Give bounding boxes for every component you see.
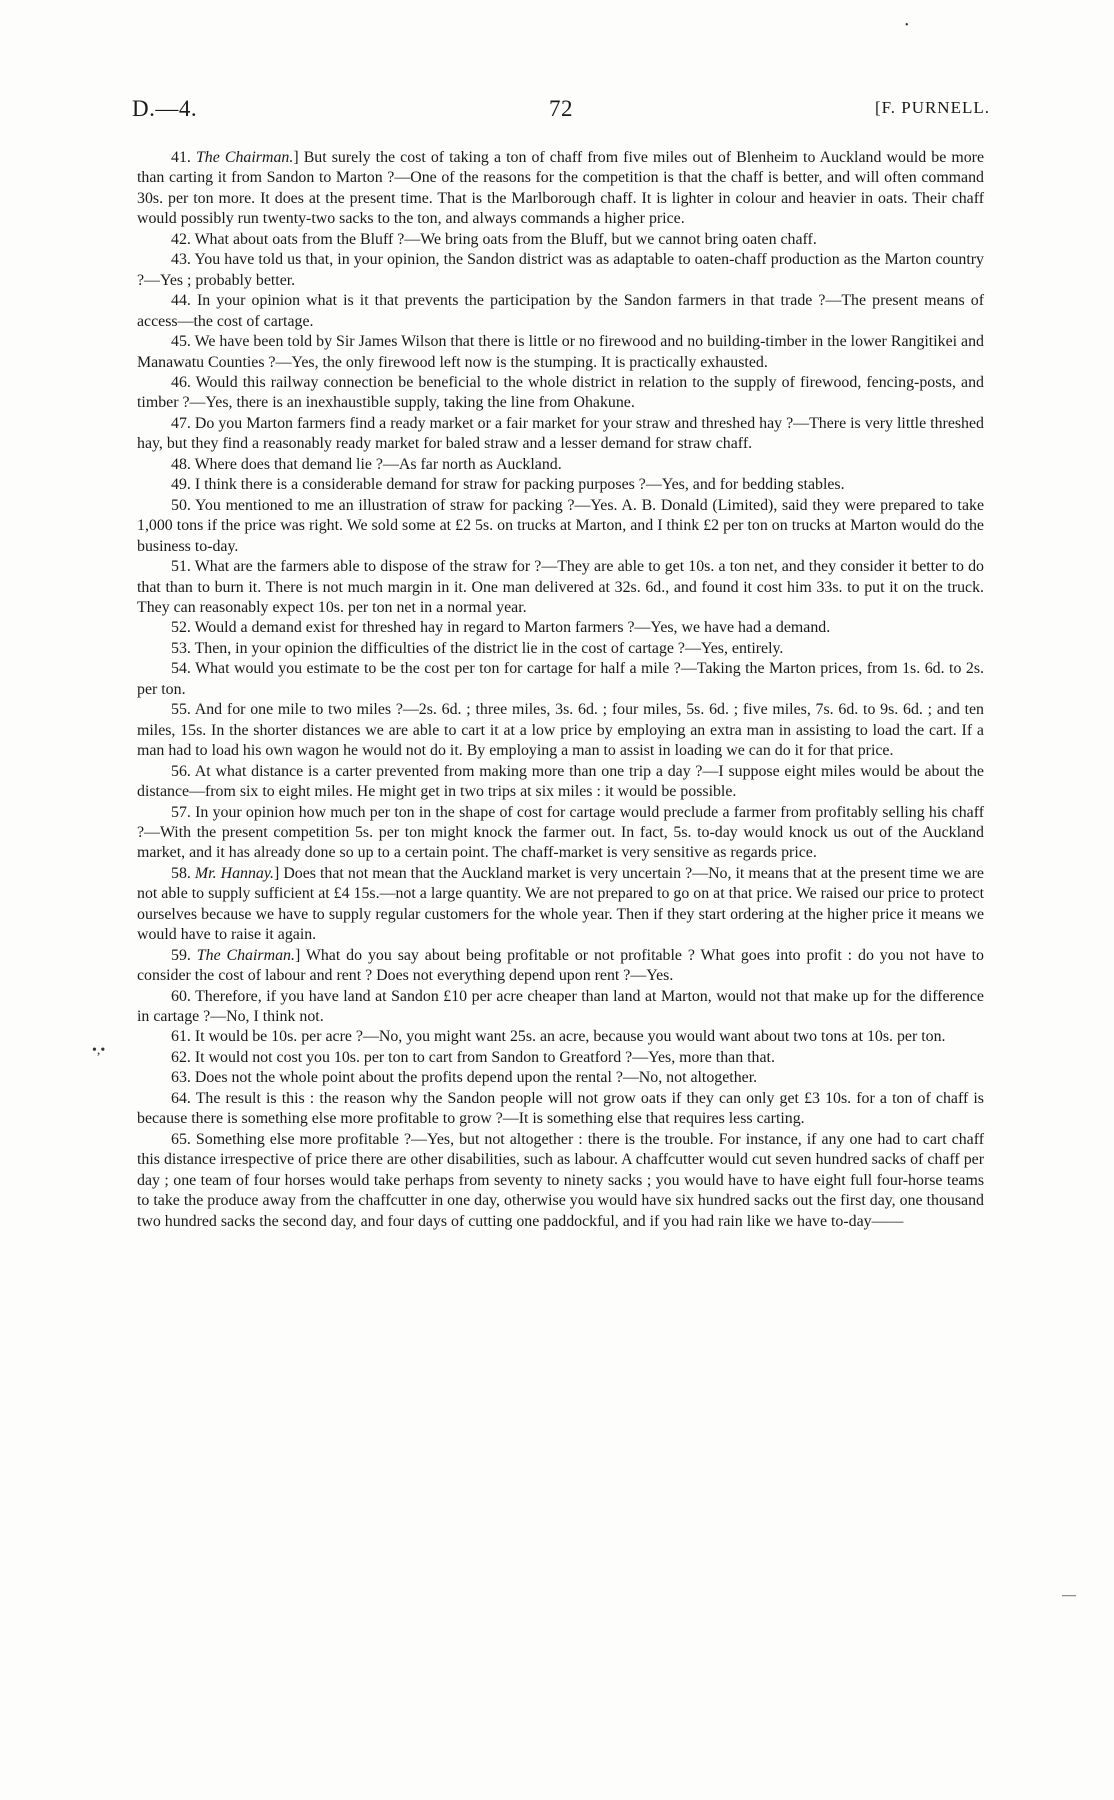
- question-number: 59.: [171, 946, 191, 964]
- question-paragraph: [137, 414, 984, 455]
- question-paragraph: [137, 639, 984, 659]
- question-paragraph: [137, 557, 984, 618]
- page-number: 72: [549, 96, 573, 121]
- question-number: 53.: [171, 639, 191, 657]
- question-paragraph: [137, 987, 984, 1028]
- question-paragraph: [137, 332, 984, 373]
- question-text: ] What do you say about being profitable or not profitable ? What goes into profit : do you not have to consider the cost of labour and rent ? Does not everything depend upon rent ?—Yes.: [137, 946, 984, 985]
- question-number: 46.: [171, 373, 191, 391]
- question-paragraph: [137, 700, 984, 761]
- question-paragraph: [137, 1027, 984, 1047]
- question-text: Do you Marton farmers find a ready market or a fair market for your straw and threshed hay ?—There is very little threshed hay, but they find a reasonably ready market for baled straw and a lesser demand for straw chaff.: [137, 414, 984, 453]
- question-number: 43.: [171, 251, 191, 269]
- question-number: 44.: [171, 292, 191, 310]
- question-paragraph: [137, 803, 984, 864]
- question-paragraph: [137, 1089, 984, 1130]
- question-text: The result is this : the reason why the Sandon people will not grow oats if they can only get £3 10s. for a ton of chaff is because there is something else more profitable to grow ?—It is something else that requires less carting.: [137, 1089, 984, 1128]
- question-number: 47.: [171, 414, 191, 432]
- question-text: We have been told by Sir James Wilson that there is little or no firewood and no building-timber in the lower Rangitikei and Manawatu Counties ?—Yes, the only firewood left now is the stumping. It is practically exhausted.: [137, 333, 985, 371]
- question-text: What are the farmers able to dispose of the straw for ?—They are able to get 10s. a ton net, and they consider it better to do that than to burn it. There is not much margin in it. One man delivered at 32s. 6d., and found it cost him 33s. to put it on the truck. They can reasonably expect 10s. per ton net in a normal year.: [137, 558, 985, 616]
- question-number: 52.: [171, 619, 191, 637]
- question-text: It would not cost you 10s. per ton to cart from Sandon to Greatford ?—Yes, more than that.: [194, 1048, 775, 1066]
- question-number: 63.: [171, 1069, 191, 1087]
- document-reference: D.—4.: [132, 96, 198, 121]
- question-number: 58.: [171, 864, 191, 882]
- question-paragraph: [137, 1048, 984, 1068]
- question-paragraph: [137, 455, 984, 475]
- question-text: Where does that demand lie ?—As far north as Auckland.: [194, 455, 562, 473]
- question-text: You have told us that, in your opinion, the Sandon district was as adaptable to oaten-chaff production as the Marton country ?—Yes ; probably better.: [137, 251, 984, 289]
- page-header: [132, 96, 990, 132]
- question-text: I think there is a considerable demand for straw for packing purposes ?—Yes, and for bedding stables.: [194, 476, 845, 494]
- margin-dash: —: [1062, 1588, 1076, 1603]
- question-paragraph: [137, 618, 984, 638]
- witness-name: [F. PURNELL.: [874, 98, 990, 117]
- question-text: Therefore, if you have land at Sandon £10 per acre cheaper than land at Marton, would not that make up for the difference in cartage ?—No, I think not.: [137, 987, 984, 1026]
- question-number: 62.: [171, 1048, 191, 1066]
- question-number: 55.: [171, 701, 191, 719]
- question-number: 60.: [171, 987, 191, 1005]
- question-text: Does not the whole point about the profits depend upon the rental ?—No, not altogether.: [194, 1069, 758, 1087]
- question-text: ] Does that not mean that the Auckland market is very uncertain ?—No, it means that at the present time we are not able to supply sufficient at £4 15s.—not a large quantity. We are not prepared to go on at that price. We raised our price to protect ourselves because we have to supply regular customers for the whole year. Then if they start ordering at the higher price it means we would have to raise it again.: [137, 864, 984, 944]
- question-number: 42.: [171, 230, 191, 248]
- question-paragraph: [137, 659, 984, 700]
- question-text: In your opinion what is it that prevents the participation by the Sandon farmers in that trade ?—The present means of access—the cost of cartage.: [137, 292, 985, 330]
- question-number: 49.: [171, 476, 191, 494]
- question-paragraph: [137, 496, 984, 557]
- question-number: 57.: [171, 803, 191, 821]
- speaker-name: The Chairman.: [196, 946, 295, 964]
- question-paragraph: [137, 373, 984, 414]
- question-text: And for one mile to two miles ?—2s. 6d. ; three miles, 3s. 6d. ; four miles, 5s. 6d. ; five miles, 7s. 6d. to 9s. 6d. ; and ten miles, 15s. In the shorter distances we are able to cart it at a low price by employing an extra man in assisting to load the cart. If a man had to load his own wagon he would not do it. By employing a man to assist in loading we can do it for that price.: [137, 701, 984, 760]
- question-number: 50.: [171, 496, 191, 514]
- question-text: In your opinion how much per ton in the shape of cost for cartage would preclude a farmer from profitably selling his chaff ?—With the present competition 5s. per ton might knock the farmer out. In fact, 5s. to-day would knock us out of the Auckland market, and it has already done so up to a certain point. The chaff-market is very sensitive as regards price.: [137, 803, 984, 862]
- question-number: 64.: [171, 1089, 191, 1107]
- question-text: ] But surely the cost of taking a ton of chaff from five miles out of Blenheim to Auckland would be more than carting it from Sandon to Marton ?—One of the reasons for the competition is that the chaff is better, and will often command 30s. per ton more. It does at the present time. That is the Marlborough chaff. It is lighter in colour and heavier in oats. Their chaff would possibly run twenty-two sacks to the ton, and always commands a higher price.: [137, 149, 985, 228]
- question-number: 56.: [171, 762, 191, 780]
- question-number: 45.: [171, 333, 191, 351]
- question-paragraph: [137, 762, 984, 803]
- question-paragraph: [137, 864, 984, 946]
- question-paragraph: [137, 250, 984, 291]
- question-number: 51.: [171, 558, 191, 576]
- question-number: 41.: [171, 149, 191, 166]
- question-number: 54.: [171, 660, 191, 678]
- question-number: 48.: [171, 455, 191, 473]
- question-text: Would this railway connection be beneficial to the whole district in relation to the supply of firewood, fencing-posts, and timber ?—Yes, there is an inexhaustible supply, taking the line from Ohakune.: [137, 373, 984, 412]
- question-paragraph: [137, 1130, 984, 1232]
- question-number: 65.: [171, 1130, 191, 1148]
- speck-mark: •: [905, 20, 909, 31]
- transcript-body: [137, 148, 984, 1232]
- question-text: Something else more profitable ?—Yes, but not altogether : there is the trouble. For instance, if any one had to cart chaff this distance irrespective of price there are other disabilities, such as labour. A chaffcutter would cut seven hundred sacks of chaff per day ; one team of four horses would take perhaps from seventy to ninety sacks ; you would have to have eight full four-horse teams to take the produce away from the chaffcutter in one day, otherwise you would have six hundred sacks out the first day, one thousand two hundred sacks the second day, and four days of cutting one paddockful, and if you had rain like we have to-day——: [137, 1130, 984, 1230]
- question-text: Then, in your opinion the difficulties of the district lie in the cost of cartage ?—Yes, entirely.: [194, 639, 784, 657]
- question-text: You mentioned to me an illustration of straw for packing ?—Yes. A. B. Donald (Limited), said they were prepared to take 1,000 tons if the price was right. We sold some at £2 5s. on trucks at Marton, and I think £2 per ton on trucks at Marton would do the business to-day.: [137, 496, 985, 555]
- question-paragraph: [137, 148, 984, 230]
- question-text: Would a demand exist for threshed hay in regard to Marton farmers ?—Yes, we have had a demand.: [194, 619, 831, 637]
- question-paragraph: [137, 1068, 984, 1088]
- speaker-name: Mr. Hannay.: [194, 864, 274, 882]
- question-paragraph: [137, 291, 984, 332]
- margin-mark: •,•: [92, 1043, 106, 1058]
- question-text: It would be 10s. per acre ?—No, you might want 25s. an acre, because you would want about two tons at 10s. per ton.: [194, 1028, 946, 1046]
- speaker-name: The Chairman.: [195, 149, 294, 166]
- question-text: What about oats from the Bluff ?—We bring oats from the Bluff, but we cannot bring oaten chaff.: [194, 230, 817, 248]
- question-number: 61.: [171, 1028, 191, 1046]
- question-text: What would you estimate to be the cost per ton for cartage for half a mile ?—Taking the Marton prices, from 1s. 6d. to 2s. per ton.: [137, 660, 985, 698]
- question-paragraph: [137, 230, 984, 250]
- question-text: At what distance is a carter prevented from making more than one trip a day ?—I suppose eight miles would be about the distance—from six to eight miles. He might get in two trips at six miles : it would be possible.: [137, 762, 984, 801]
- question-paragraph: [137, 946, 984, 987]
- question-paragraph: [137, 475, 984, 495]
